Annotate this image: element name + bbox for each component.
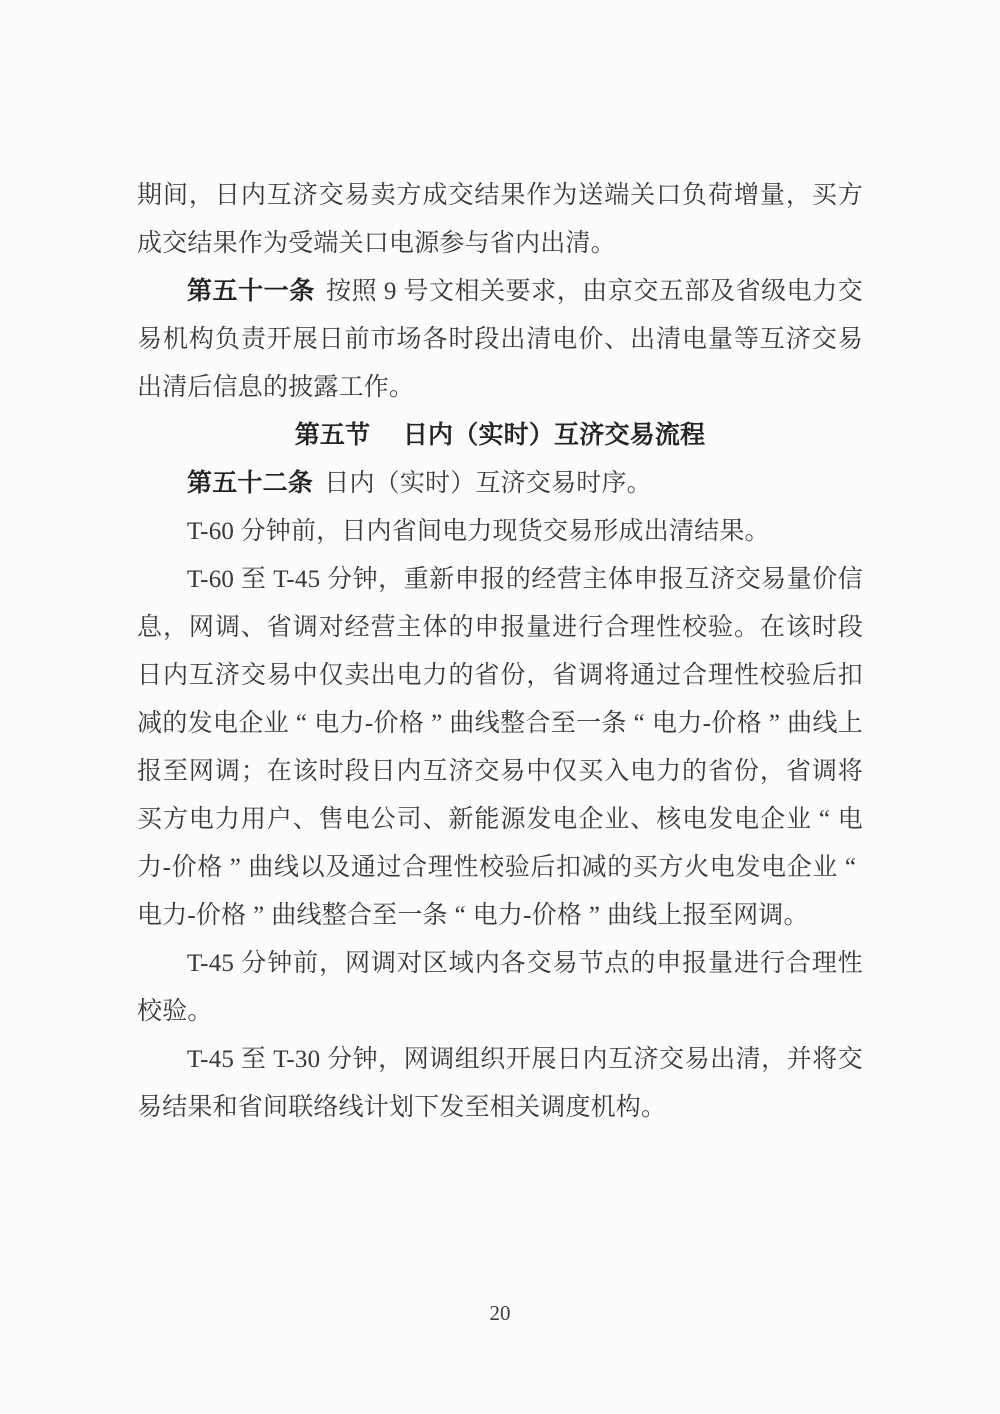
text-run: 日内（实时）互济交易时序。: [324, 470, 652, 497]
text-run: 期间，日内互济交易卖方成交结果作为送端关口负荷增量，买方成交结果作为受端关口电源参与省内出清。: [137, 182, 863, 257]
fullwidth-quote: “: [633, 710, 645, 737]
text-run: 第五十二条: [187, 470, 314, 497]
fullwidth-quote: ”: [588, 902, 601, 929]
fullwidth-quote: “: [818, 806, 831, 833]
text-run: T-45 至 T-30 分钟，网调组织开展日内互济交易出清，并将交易结果和省间联络线计划下发至相关调度机构。: [137, 1046, 863, 1121]
document-body: [137, 172, 863, 1132]
page-number: 20: [489, 1301, 511, 1325]
text-run: 日内（实时）互济交易流程: [402, 422, 706, 449]
fullwidth-quote: “: [454, 902, 466, 929]
fullwidth-quote: ”: [253, 902, 265, 929]
text-run: T-45 分钟前，网调对区域内各交易节点的申报量进行合理性校验。: [137, 950, 863, 1025]
paragraph: [137, 508, 863, 556]
paragraph: [137, 172, 863, 268]
paragraph: [137, 940, 863, 1036]
text-run: 第五节: [294, 422, 371, 449]
text-run: T-60 分钟前，日内省间电力现货交易形成出清结果。: [187, 518, 770, 545]
section-heading: [137, 412, 863, 460]
fullwidth-quote: “: [844, 854, 857, 881]
fullwidth-quote: ”: [229, 854, 242, 881]
fullwidth-quote: “: [295, 710, 308, 737]
paragraph: [137, 460, 863, 508]
fullwidth-quote: ”: [431, 710, 443, 737]
paragraph: [137, 268, 863, 412]
paragraph: [137, 1036, 863, 1132]
fullwidth-quote: ”: [768, 710, 781, 737]
paragraph: [137, 556, 863, 940]
text-run: T-60 至 T-45 分钟，重新申报的经营主体申报互济交易量价信息，网调、省调对经营主体的申报量进行合理性校验。在该时段日内互济交易中仅卖出电力的省份，省调将通过合理性校验后扣减的发电企业 “ 电力-价格 ” 曲线整合至一条 “ 电力-价格 ” 曲线上报至网调；在该时段日内互济交易中仅买入电力的省份，省调将买方电力用户、售电公司、新能源发电企业、核电发电企业 “ 电力-价格 ” 曲线以及通过合理性校验后扣减的买方火电发电企业 “电力-价格 ” 曲线整合至一条 “ 电力-价格 ” 曲线上报至网调。: [137, 566, 863, 929]
text-run: 第五十一条: [187, 278, 315, 305]
text-run: 按照 9 号文相关要求，由京交五部及省级电力交易机构负责开展日前市场各时段出清电价、出清电量等互济交易出清后信息的披露工作。: [137, 278, 863, 401]
